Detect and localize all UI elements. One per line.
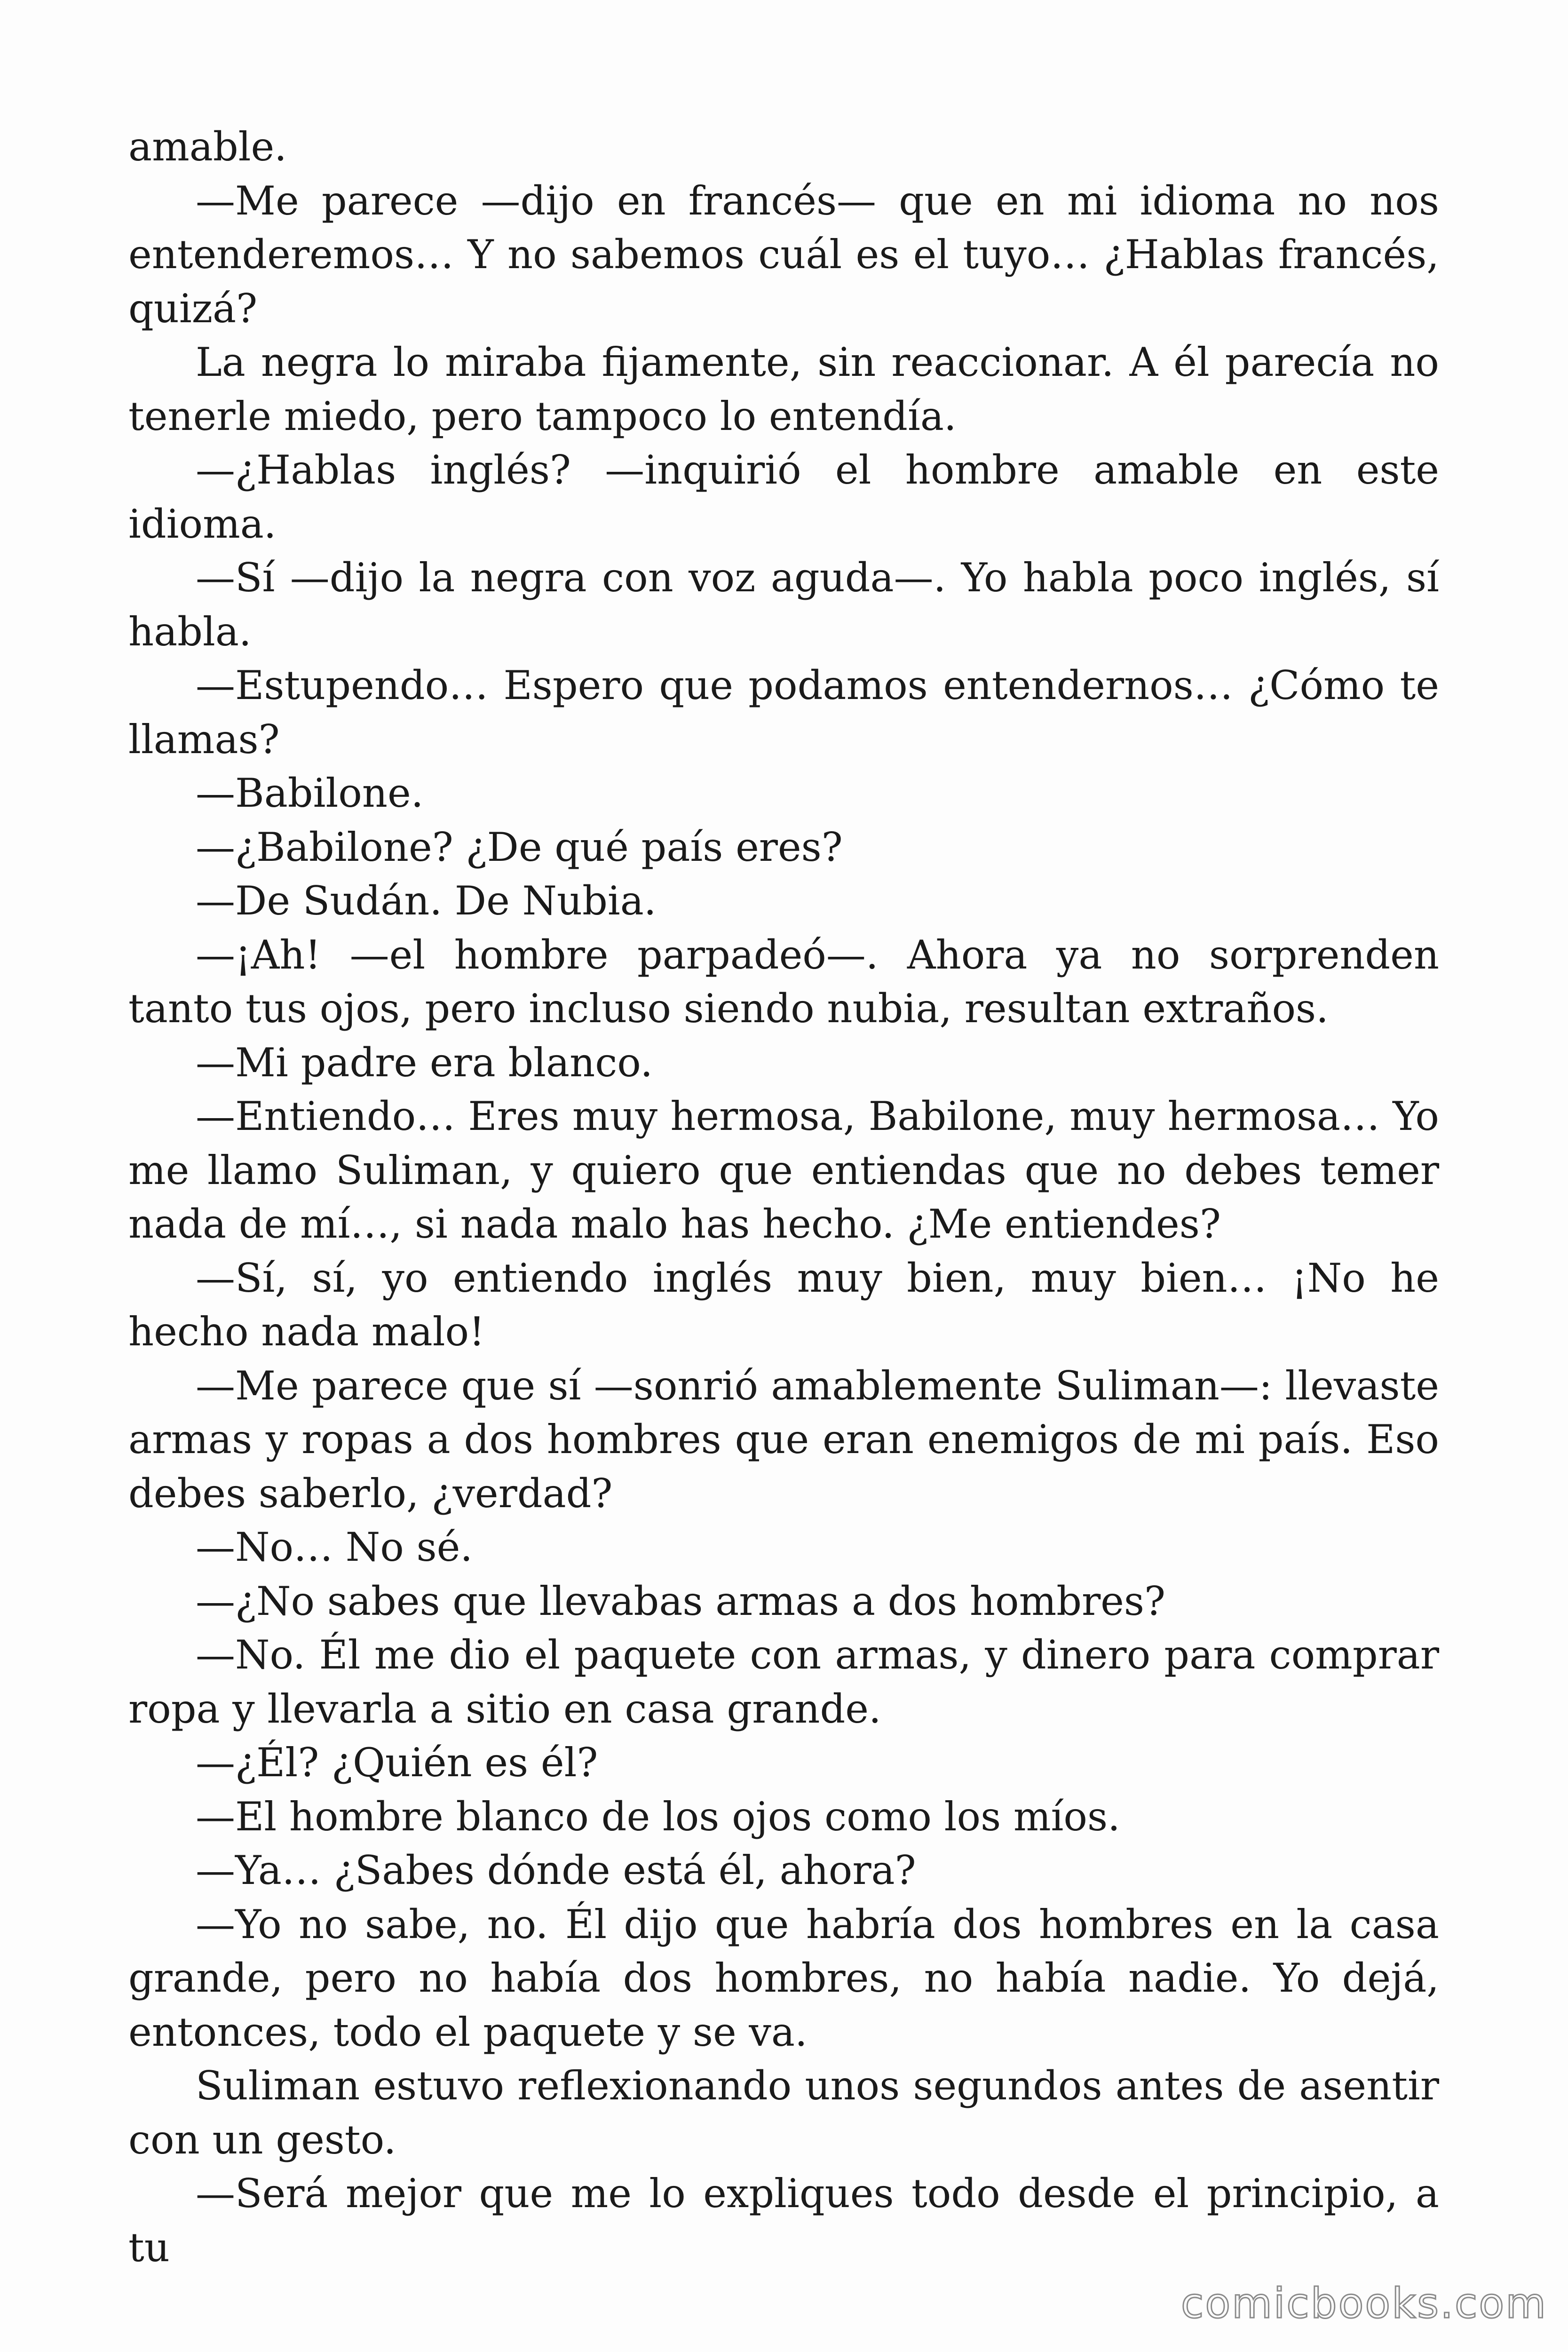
paragraph: —El hombre blanco de los ojos como los míos. <box>196 1793 1120 1840</box>
paragraph: La negra lo miraba fijamente, sin reaccionar. A él parecía no tenerle miedo, pero tampoco lo entendía. <box>128 339 1439 439</box>
paragraph: —De Sudán. De Nubia. <box>196 878 657 924</box>
paragraph: —¿Él? ¿Quién es él? <box>196 1740 598 1786</box>
paragraph: —Yo no sabe, no. Él dijo que habría dos hombres en la casa grande, pero no había dos hombres, no había nadie. Yo dejá, entonces, todo el paquete y se va. <box>128 1901 1439 2055</box>
paragraph: —Me parece —dijo en francés— que en mi idioma no nos entenderemos… Y no sabemos cuál es el tuyo… ¿Hablas francés, quizá? <box>128 177 1439 332</box>
paragraph: —No. Él me dio el paquete con armas, y dinero para comprar ropa y llevarla a sitio en casa grande. <box>128 1632 1439 1732</box>
paragraph: —Sí, sí, yo entiendo inglés muy bien, muy bien… ¡No he hecho nada malo! <box>128 1255 1439 1355</box>
watermark: comicbooks.com <box>1180 2279 1547 2328</box>
paragraph: Suliman estuvo reflexionando unos segundos antes de asentir con un gesto. <box>128 2063 1439 2163</box>
body-text <box>128 120 1439 2274</box>
paragraph: —¿Babilone? ¿De qué país eres? <box>196 824 843 870</box>
paragraph: —¿Hablas inglés? —inquirió el hombre amable en este idioma. <box>128 447 1439 547</box>
paragraph: —Sí —dijo la negra con voz aguda—. Yo habla poco inglés, sí habla. <box>128 555 1439 655</box>
paragraph: —¡Ah! —el hombre parpadeó—. Ahora ya no sorprenden tanto tus ojos, pero incluso siendo nubia, resultan extraños. <box>128 931 1439 1032</box>
paragraph: —Entiendo… Eres muy hermosa, Babilone, muy hermosa… Yo me llamo Suliman, y quiero que entiendas que no debes temer nada de mí…, si nada malo has hecho. ¿Me entiendes? <box>128 1093 1439 1247</box>
paragraph: —Será mejor que me lo expliques todo desde el principio, a tu <box>128 2170 1439 2271</box>
paragraph: —Estupendo… Espero que podamos entendernos… ¿Cómo te llamas? <box>128 662 1439 763</box>
paragraph: —¿No sabes que llevabas armas a dos hombres? <box>196 1578 1166 1624</box>
paragraph: —No… No sé. <box>196 1524 473 1570</box>
paragraph: amable. <box>128 124 287 170</box>
paragraph: —Ya… ¿Sabes dónde está él, ahora? <box>196 1847 916 1893</box>
paragraph: —Mi padre era blanco. <box>196 1039 653 1086</box>
paragraph: —Babilone. <box>196 770 424 816</box>
paragraph: —Me parece que sí —sonrió amablemente Suliman—: llevaste armas y ropas a dos hombres que eran enemigos de mi país. Eso debes saberlo, ¿verdad? <box>128 1362 1439 1517</box>
